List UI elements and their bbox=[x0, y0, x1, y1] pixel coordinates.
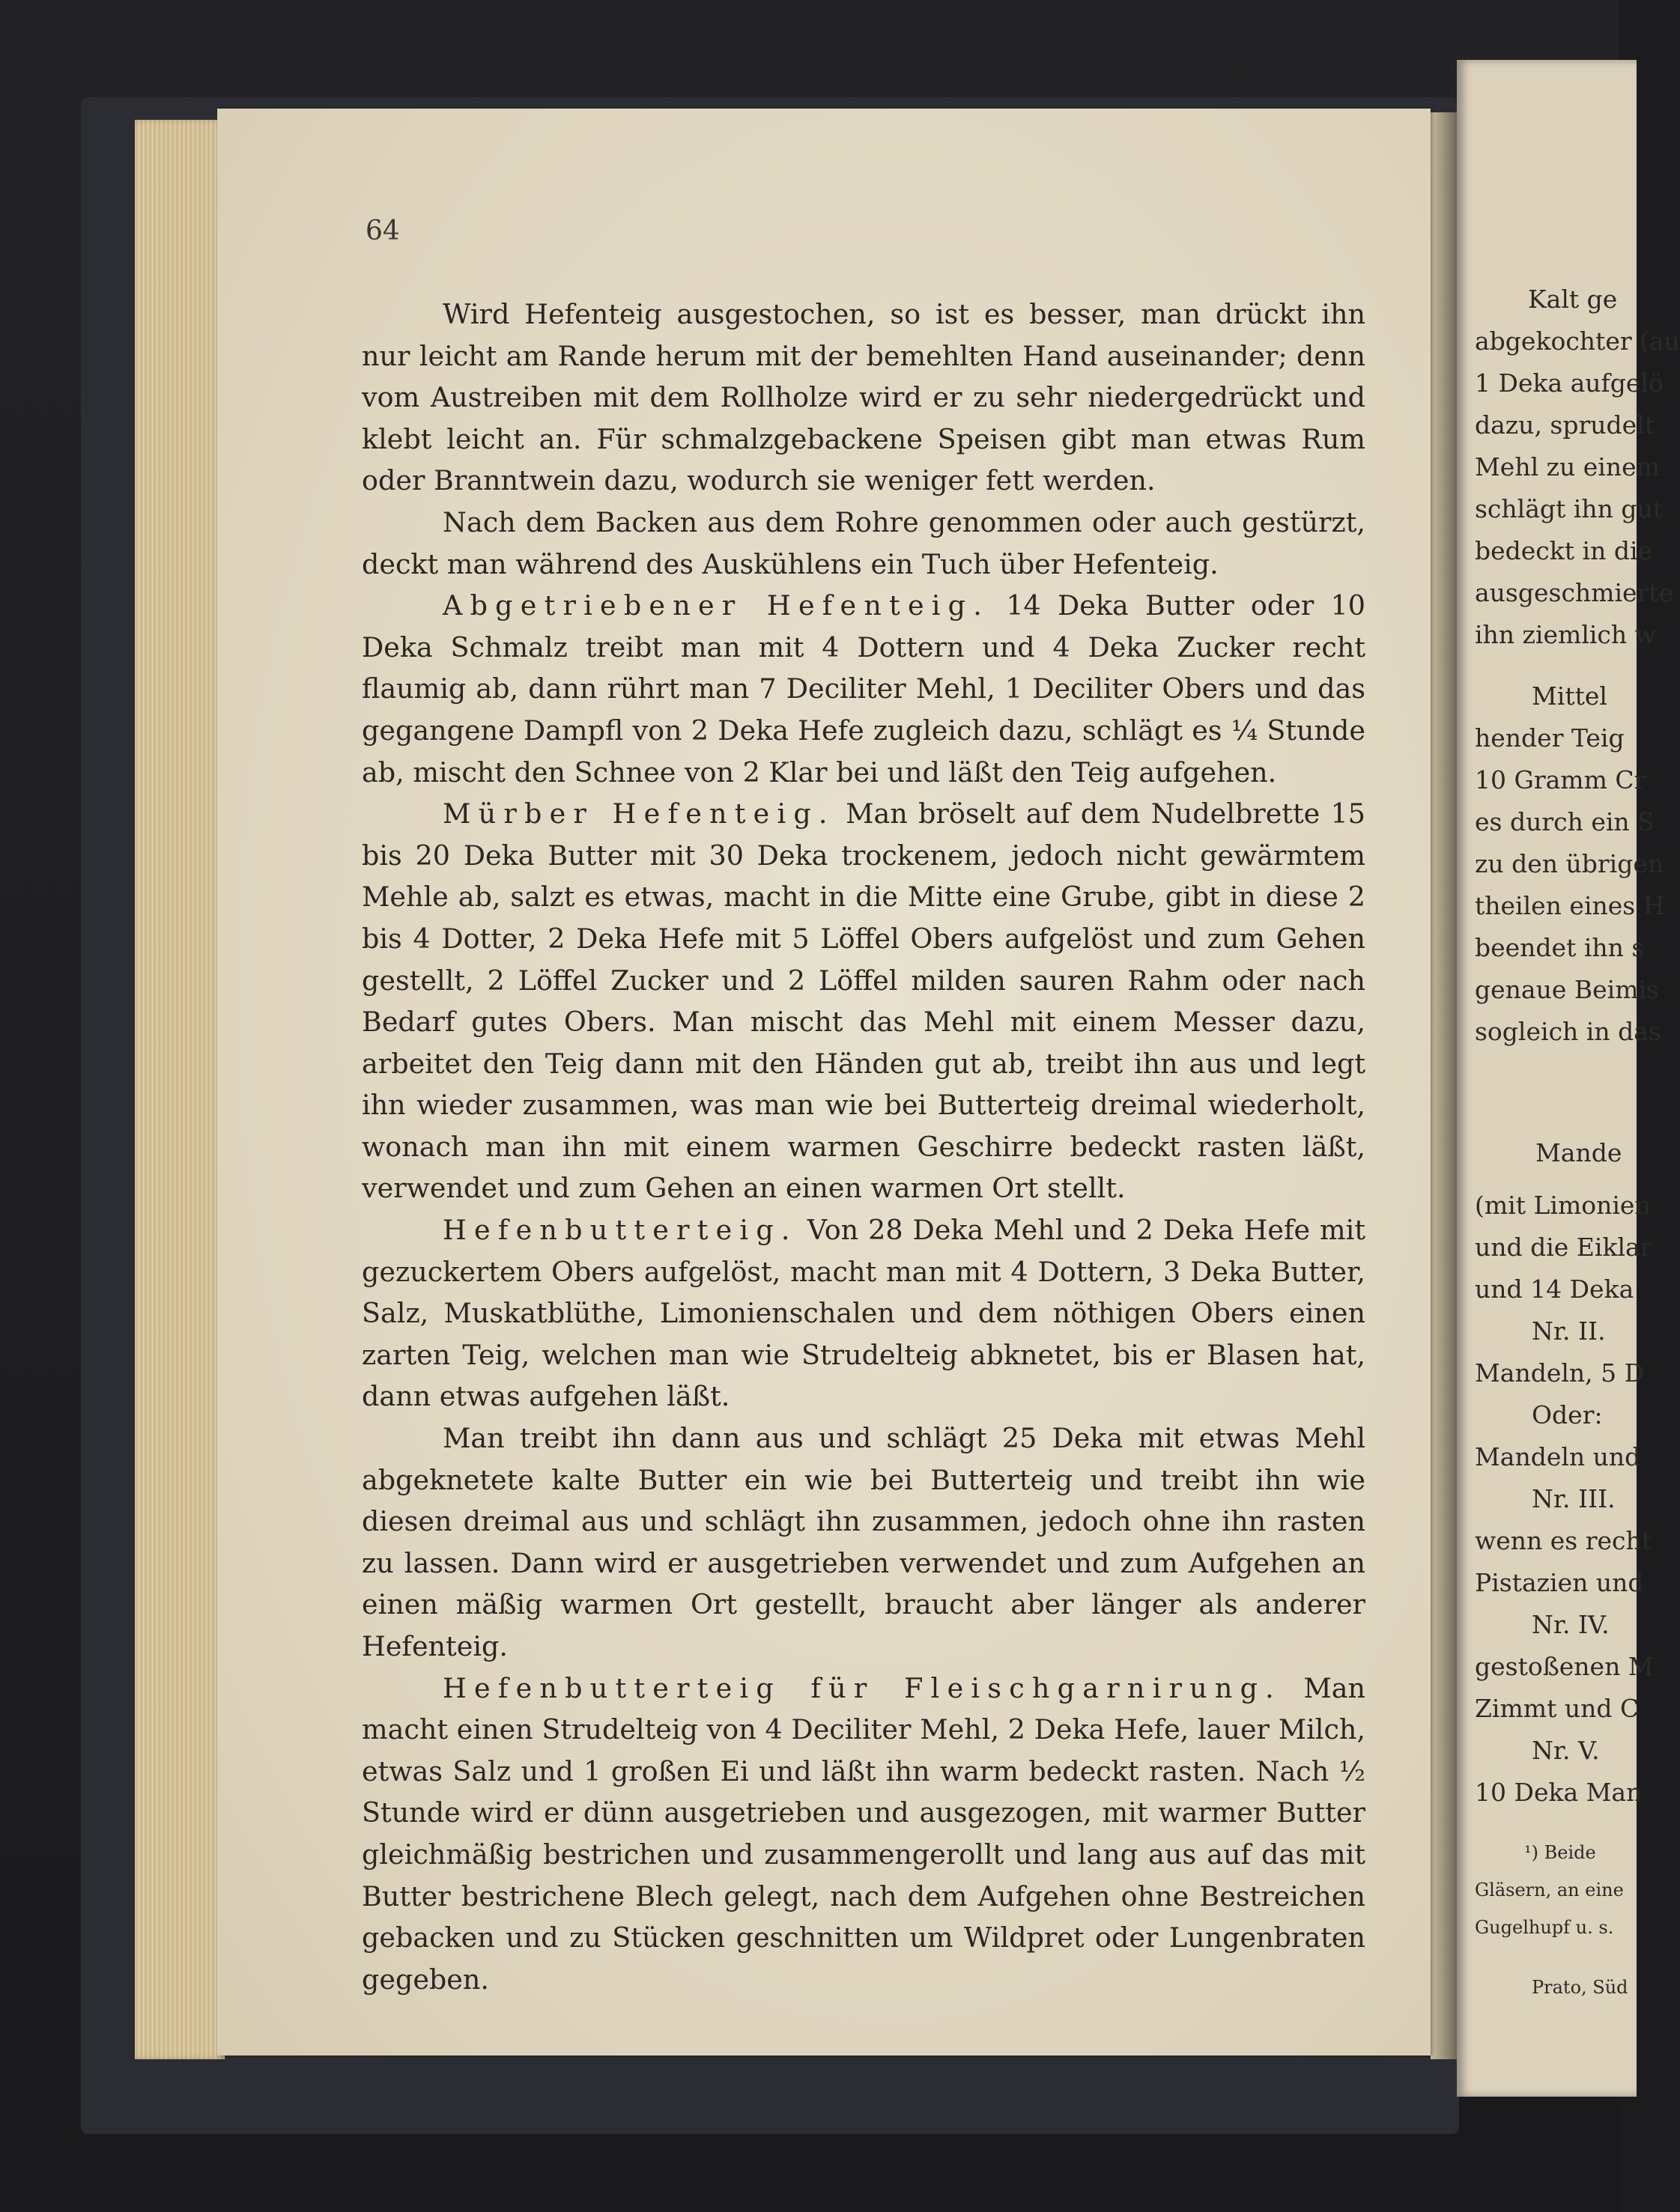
facing-line: Mande bbox=[1535, 1138, 1622, 1167]
paragraph bbox=[362, 793, 1365, 1209]
facing-line: 1 Deka aufgelö bbox=[1475, 368, 1664, 398]
facing-line: Mandeln, 5 D bbox=[1475, 1358, 1645, 1388]
facing-footnote: Gugelhupf u. s. bbox=[1475, 1917, 1614, 1938]
facing-line: schlägt ihn gut bbox=[1475, 494, 1663, 523]
facing-line: Kalt ge bbox=[1528, 285, 1618, 314]
paragraph-heading: Hefenbutterteig. bbox=[443, 1214, 798, 1247]
facing-line: Nr. III. bbox=[1532, 1484, 1616, 1513]
facing-line: Pistazien und bbox=[1475, 1568, 1644, 1597]
facing-line: Nr. IV. bbox=[1532, 1610, 1610, 1639]
facing-line: genaue Beimis bbox=[1475, 975, 1659, 1004]
facing-line: ihn ziemlich w bbox=[1475, 620, 1656, 649]
facing-line: beendet ihn s bbox=[1475, 933, 1645, 962]
facing-line: bedeckt in die bbox=[1475, 536, 1653, 565]
facing-line: wenn es recht bbox=[1475, 1526, 1652, 1555]
paragraph bbox=[362, 294, 1365, 502]
facing-line: Zimmt und C bbox=[1475, 1694, 1640, 1723]
facing-line: zu den übrigen bbox=[1475, 849, 1664, 878]
paragraph-text: 14 Deka Butter oder 10 Deka Schmalz treibt man mit 4 Dottern und 4 Deka Zucker recht flaumig ab, dann rührt man 7 Deciliter Mehl, 1 Deciliter Obers und das gegangene Dampfl von 2 Deka Hefe zugleich dazu, schlägt es ¼ Stunde ab, mischt den Schnee von 2 Klar bei und läßt den Teig aufgehen. bbox=[362, 589, 1365, 789]
page-body bbox=[362, 294, 1365, 2000]
facing-line: 10 Deka Man bbox=[1475, 1778, 1643, 1807]
paragraph bbox=[362, 1668, 1365, 2001]
facing-line: abgekochter (au bbox=[1475, 326, 1680, 356]
facing-line: Mittel bbox=[1532, 681, 1607, 711]
paragraph bbox=[362, 502, 1365, 585]
facing-page bbox=[1457, 60, 1680, 2097]
paragraph-text: Man bröselt auf dem Nudelbrette 15 bis 20 Deka Butter mit 30 Deka trockenem, jedoch nicht gewärmtem Mehle ab, salzt es etwas, macht in die Mitte eine Grube, gibt in diese 2 bis 4 Dotter, 2 Deka Hefe mit 5 Löffel Obers aufgelöst und zum Gehen gestellt, 2 Löffel Zucker und 2 Löffel milden sauren Rahm oder nach Bedarf gutes Obers. Man mischt das Mehl mit einem Messer dazu, arbeitet den Teig dann mit den Händen gut ab, treibt ihn aus und legt ihn wieder zusammen, was man wie bei Butterteig dreimal wiederholt, wonach man ihn mit einem warmen Geschirre bedeckt rasten läßt, verwendet und zum Gehen an einen warmen Ort stellt. bbox=[362, 797, 1366, 1205]
facing-line: dazu, sprudelt bbox=[1475, 410, 1655, 440]
facing-footnote: Prato, Süd bbox=[1532, 1977, 1628, 1998]
paragraph bbox=[362, 585, 1365, 793]
paragraph-text: Man treibt ihn dann aus und schlägt 25 Deka mit etwas Mehl abgeknetete kalte Butter ein wie bei Butterteig und treibt ihn wie diesen dreimal aus und schlägt ihn zusammen, jedoch ohne ihn rasten zu lassen. Dann wird er ausgetrieben verwendet und zum Aufgehen an einen mäßig warmen Ort gestellt, braucht aber länger als anderer Hefenteig. bbox=[362, 1422, 1365, 1662]
facing-line: Mehl zu einem bbox=[1475, 452, 1660, 481]
paragraph-text: Wird Hefenteig ausgestochen, so ist es besser, man drückt ihn nur leicht am Rande herum mit der bemehlten Hand auseinander; denn vom Austreiben mit dem Rollholze wird er zu sehr niedergedrückt und klebt leicht an. Für schmalzgebackene Speisen gibt man etwas Rum oder Branntwein dazu, wodurch sie weniger fett werden. bbox=[362, 298, 1365, 497]
facing-footnote: Gläsern, an eine bbox=[1475, 1880, 1624, 1900]
facing-line: Nr. V. bbox=[1532, 1736, 1600, 1765]
paragraph-heading: Abgetriebener Hefenteig. bbox=[443, 589, 990, 622]
paragraph bbox=[362, 1209, 1365, 1418]
facing-line: Oder: bbox=[1532, 1400, 1603, 1429]
facing-line: und die Eiklar bbox=[1475, 1233, 1652, 1262]
facing-line: 10 Gramm Cr bbox=[1475, 765, 1646, 794]
facing-line: sogleich in das bbox=[1475, 1017, 1661, 1046]
paragraph-text: Man macht einen Strudelteig von 4 Deciliter Mehl, 2 Deka Hefe, lauer Milch, etwas Salz und 1 großen Ei und läßt ihn warm bedeckt rasten. Nach ½ Stunde wird er dünn ausgetrieben und ausgezogen, mit warmer Butter gleichmäßig bestrichen und zusammengerollt und lang aus auf das mit Butter bestrichene Blech gelegt, nach dem Aufgehen ohne Bestreichen gebacken und zu Stücken geschnitten um Wildpret oder Lungenbraten gegeben. bbox=[362, 1671, 1365, 1996]
paragraph-text: Nach dem Backen aus dem Rohre genommen oder auch gestürzt, deckt man während des Auskühlens ein Tuch über Hefenteig. bbox=[362, 505, 1365, 580]
paragraph-heading: Hefenbutterteig für Fleischgarnirung. bbox=[443, 1671, 1282, 1704]
facing-line: es durch ein S bbox=[1475, 807, 1655, 836]
facing-line: hender Teig bbox=[1475, 723, 1625, 753]
paragraph-text: Von 28 Deka Mehl und 2 Deka Hefe mit gezuckertem Obers aufgelöst, macht man mit 4 Dottern, 3 Deka Butter, Salz, Muskatblüthe, Limonienschalen und dem nöthigen Obers einen zarten Teig, welchen man wie Strudelteig abknetet, bis er Blasen hat, dann etwas aufgehen läßt. bbox=[362, 1214, 1365, 1413]
page-edges bbox=[135, 120, 225, 2059]
facing-footnote: ¹) Beide bbox=[1524, 1842, 1596, 1863]
facing-line: Nr. II. bbox=[1532, 1316, 1606, 1346]
facing-line: gestoßenen M bbox=[1475, 1652, 1654, 1681]
facing-line: und 14 Deka bbox=[1475, 1274, 1634, 1304]
paragraph-heading: Mürber Hefenteig. bbox=[443, 797, 835, 830]
facing-line: theilen eines H bbox=[1475, 891, 1665, 920]
page-number: 64 bbox=[366, 216, 400, 246]
facing-line: Mandeln und bbox=[1475, 1442, 1641, 1471]
facing-line: ausgeschmierte bbox=[1475, 578, 1674, 607]
paragraph bbox=[362, 1418, 1365, 1668]
facing-line: (mit Limonien bbox=[1475, 1191, 1651, 1220]
